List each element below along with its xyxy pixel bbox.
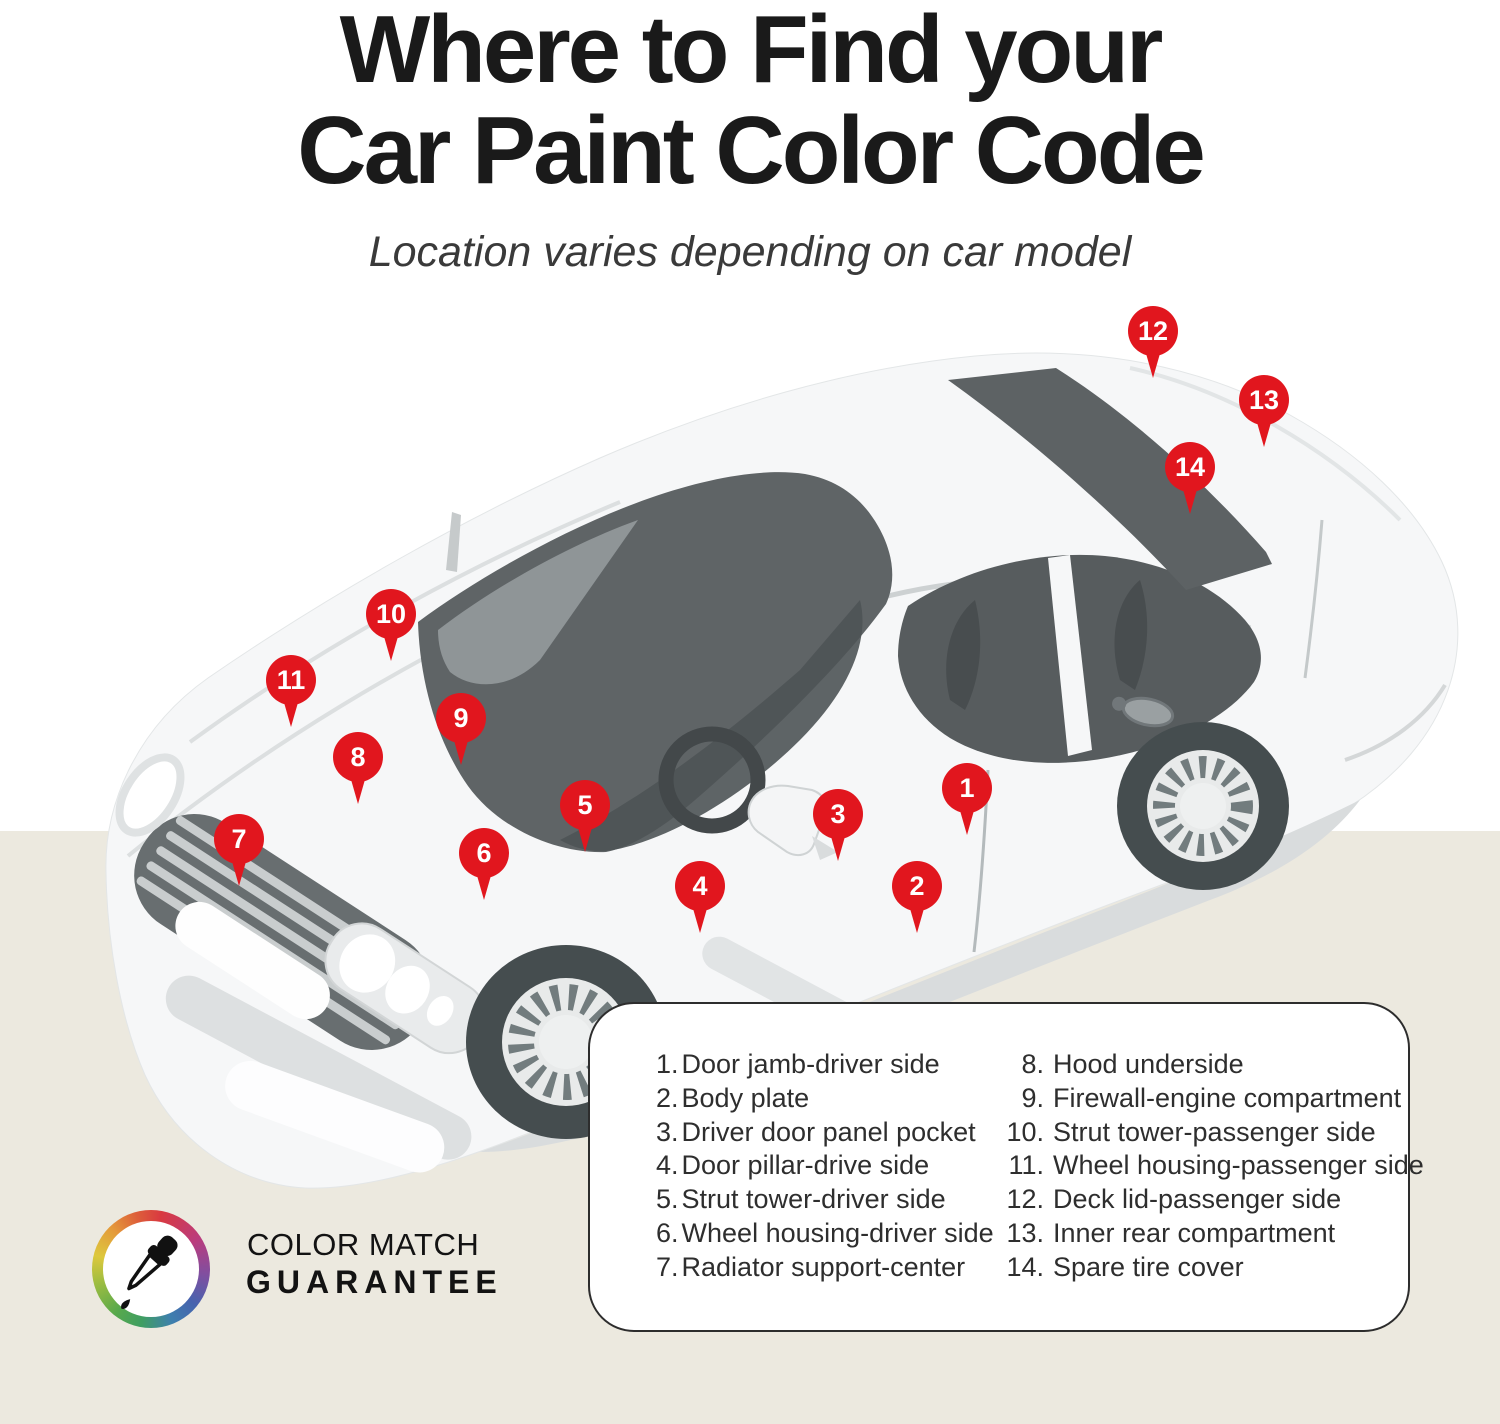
legend-item — [998, 1183, 1424, 1217]
location-pin-2 — [892, 861, 942, 937]
location-pin-7 — [214, 814, 264, 890]
pin-number: 4 — [675, 861, 725, 911]
legend-item-label: Spare tire cover — [1053, 1251, 1244, 1282]
legend-item — [998, 1082, 1424, 1116]
legend-panel — [588, 1002, 1424, 1332]
pin-number: 1 — [942, 763, 992, 813]
legend-column-1 — [656, 1048, 994, 1285]
legend-item-label: Wheel housing-passenger side — [1053, 1150, 1424, 1181]
page-subtitle: Location varies depending on car model — [368, 228, 1132, 276]
legend-item — [656, 1183, 994, 1217]
legend-item — [998, 1217, 1424, 1251]
legend-item-label: Door pillar-drive side — [681, 1150, 930, 1181]
title-line-1: Where to Find your — [339, 0, 1161, 103]
legend-item-number: 12. — [1006, 1184, 1044, 1215]
location-pin-9 — [436, 693, 486, 769]
rear-wheel — [1117, 722, 1289, 890]
legend-item-number: 3. — [656, 1116, 679, 1147]
legend-item-number: 9. — [1021, 1082, 1044, 1113]
pin-number: 6 — [459, 828, 509, 878]
legend-item-number: 10. — [1006, 1116, 1044, 1147]
legend-item — [656, 1082, 994, 1116]
legend-item-label: Wheel housing-driver side — [681, 1217, 994, 1248]
pin-number: 3 — [813, 789, 863, 839]
location-pin-10 — [366, 589, 416, 665]
pin-number: 11 — [266, 655, 316, 705]
location-pin-1 — [942, 763, 992, 839]
legend-item-number: 8. — [1021, 1049, 1044, 1079]
pin-number: 2 — [892, 861, 942, 911]
legend-item-label: Strut tower-passenger side — [1053, 1116, 1376, 1147]
legend-item-number: 14. — [1006, 1251, 1044, 1282]
location-pin-4 — [675, 861, 725, 937]
pin-number: 5 — [560, 780, 610, 830]
legend-item — [656, 1217, 994, 1251]
legend-item-number: 5. — [656, 1184, 679, 1215]
legend-item — [656, 1048, 994, 1082]
location-pin-13 — [1239, 375, 1289, 451]
page-title — [0, 0, 1500, 202]
location-pin-11 — [266, 655, 316, 731]
pin-number: 12 — [1128, 306, 1178, 356]
legend-column-2 — [998, 1048, 1424, 1285]
legend-item-number: 13. — [1006, 1217, 1044, 1248]
legend-item-label: Door jamb-driver side — [681, 1049, 940, 1079]
location-pin-8 — [333, 732, 383, 808]
pin-number: 8 — [333, 732, 383, 782]
pin-number: 14 — [1165, 442, 1215, 492]
legend-item — [998, 1251, 1424, 1285]
legend-item-label: Strut tower-driver side — [681, 1184, 946, 1215]
legend-item — [656, 1149, 994, 1183]
badge-line-1: COLOR MATCH — [247, 1227, 480, 1262]
legend-item — [998, 1149, 1424, 1183]
legend-item-label: Firewall-engine compartment — [1053, 1082, 1402, 1113]
legend-item — [656, 1116, 994, 1150]
legend-item-number: 2. — [656, 1082, 679, 1113]
location-pin-14 — [1165, 442, 1215, 518]
title-line-2: Car Paint Color Code — [297, 96, 1203, 204]
legend-item-label: Body plate — [681, 1082, 810, 1113]
legend-item — [998, 1116, 1424, 1150]
legend-item-number: 7. — [656, 1251, 679, 1282]
pin-number: 9 — [436, 693, 486, 743]
legend-item-number: 11. — [1008, 1150, 1044, 1181]
legend-item — [656, 1251, 994, 1285]
badge-line-2: GUARANTEE — [246, 1264, 503, 1300]
legend-item-label: Inner rear compartment — [1053, 1217, 1336, 1248]
legend-item-number: 6. — [656, 1217, 679, 1248]
legend-item-label: Driver door panel pocket — [681, 1116, 976, 1147]
location-pin-6 — [459, 828, 509, 904]
pin-number: 7 — [214, 814, 264, 864]
legend-item — [998, 1048, 1424, 1082]
location-pin-5 — [560, 780, 610, 856]
legend-item-number: 4. — [656, 1150, 679, 1181]
eyedropper-icon — [92, 1210, 210, 1328]
legend-item-label: Radiator support-center — [681, 1251, 966, 1282]
location-pin-12 — [1128, 306, 1178, 382]
location-pin-3 — [813, 789, 863, 865]
legend-item-number: 1. — [656, 1049, 679, 1079]
legend-item-label: Hood underside — [1053, 1049, 1244, 1079]
pin-number: 10 — [366, 589, 416, 639]
pin-number: 13 — [1239, 375, 1289, 425]
legend-item-label: Deck lid-passenger side — [1053, 1184, 1342, 1215]
